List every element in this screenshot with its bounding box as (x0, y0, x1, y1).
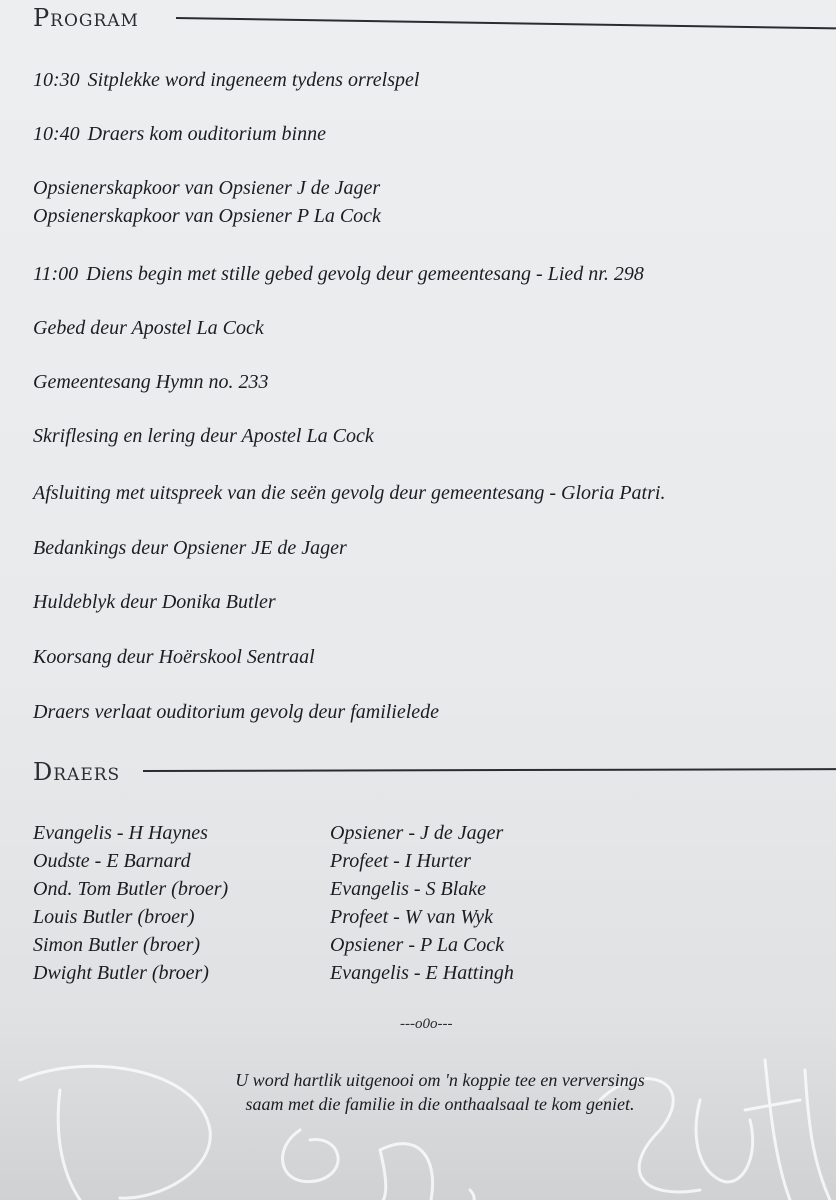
bearer-name: Louis Butler (broer) (33, 906, 195, 928)
program-item-time: 10:30 (33, 69, 80, 91)
bearers-right-column (330, 819, 514, 987)
section-divider: ---o0o--- (400, 1016, 453, 1032)
program-item-text: Opsienerskapkoor van Opsiener P La Cock (33, 205, 381, 227)
bearers-heading (33, 758, 120, 786)
bearer-name: Opsiener - J de Jager (330, 822, 504, 844)
program-item (33, 203, 381, 229)
program-item-text: Opsienerskapkoor van Opsiener J de Jager (33, 177, 381, 199)
program-item (33, 67, 419, 93)
invitation-line: saam met die familie in die onthaalsaal te kom geniet. (245, 1094, 635, 1114)
program-item (33, 480, 665, 506)
bearer-name: Ond. Tom Butler (broer) (33, 878, 229, 900)
invitation-line: U word hartlik uitgenooi om 'n koppie tee en verversings (235, 1070, 645, 1090)
program-item (33, 121, 326, 147)
program-item (33, 423, 374, 449)
program-heading-label: Program (33, 4, 139, 32)
program-item (33, 369, 269, 395)
bearers-heading-rule (143, 768, 836, 772)
program-item-text: Gebed deur Apostel La Cock (33, 317, 264, 339)
program-item (33, 589, 276, 615)
bearer-name: Evangelis - S Blake (330, 878, 487, 900)
program-item-time: 11:00 (33, 263, 79, 285)
program-item-text: Skriflesing en lering deur Apostel La Cock (33, 425, 374, 447)
bearer-name: Simon Butler (broer) (33, 934, 201, 956)
program-item-text: Huldeblyk deur Donika Butler (33, 591, 276, 613)
bearer-name: Opsiener - P La Cock (330, 934, 505, 956)
program-item-text: Draers kom ouditorium binne (87, 123, 326, 145)
program-item-text: Bedankings deur Opsiener JE de Jager (33, 537, 347, 559)
program-item (33, 175, 380, 201)
program-item (33, 535, 347, 561)
program-item-text: Gemeentesang Hymn no. 233 (33, 371, 269, 393)
program-item-text: Koorsang deur Hoërskool Sentraal (33, 646, 315, 668)
bearer-name: Profeet - I Hurter (330, 850, 471, 872)
program-item-text: Draers verlaat ouditorium gevolg deur familielede (33, 701, 440, 723)
program-item-text: Diens begin met stille gebed gevolg deur gemeentesang - Lied nr. 298 (86, 263, 644, 285)
bearers-left-column (33, 819, 228, 987)
bearer-name: Oudste - E Barnard (33, 850, 191, 872)
bearer-name: Dwight Butler (broer) (33, 962, 209, 984)
script-watermark-decoration (0, 1040, 836, 1200)
invitation-text (150, 1068, 730, 1116)
program-item-time: 10:40 (33, 123, 80, 145)
program-item (33, 315, 264, 341)
bearers-heading-label: Draers (33, 758, 121, 786)
program-item-text: Sitplekke word ingeneem tydens orrelspel (87, 69, 420, 91)
program-item (33, 261, 644, 287)
program-item (33, 699, 439, 725)
bearer-name: Profeet - W van Wyk (330, 906, 493, 928)
program-heading-rule (176, 17, 836, 29)
bearer-name: Evangelis - H Haynes (33, 822, 208, 844)
program-item (33, 644, 315, 670)
bearer-name: Evangelis - E Hattingh (330, 962, 514, 984)
program-heading (33, 4, 139, 32)
program-item-text: Afsluiting met uitspreek van die seën gevolg deur gemeentesang - Gloria Patri. (33, 482, 666, 504)
